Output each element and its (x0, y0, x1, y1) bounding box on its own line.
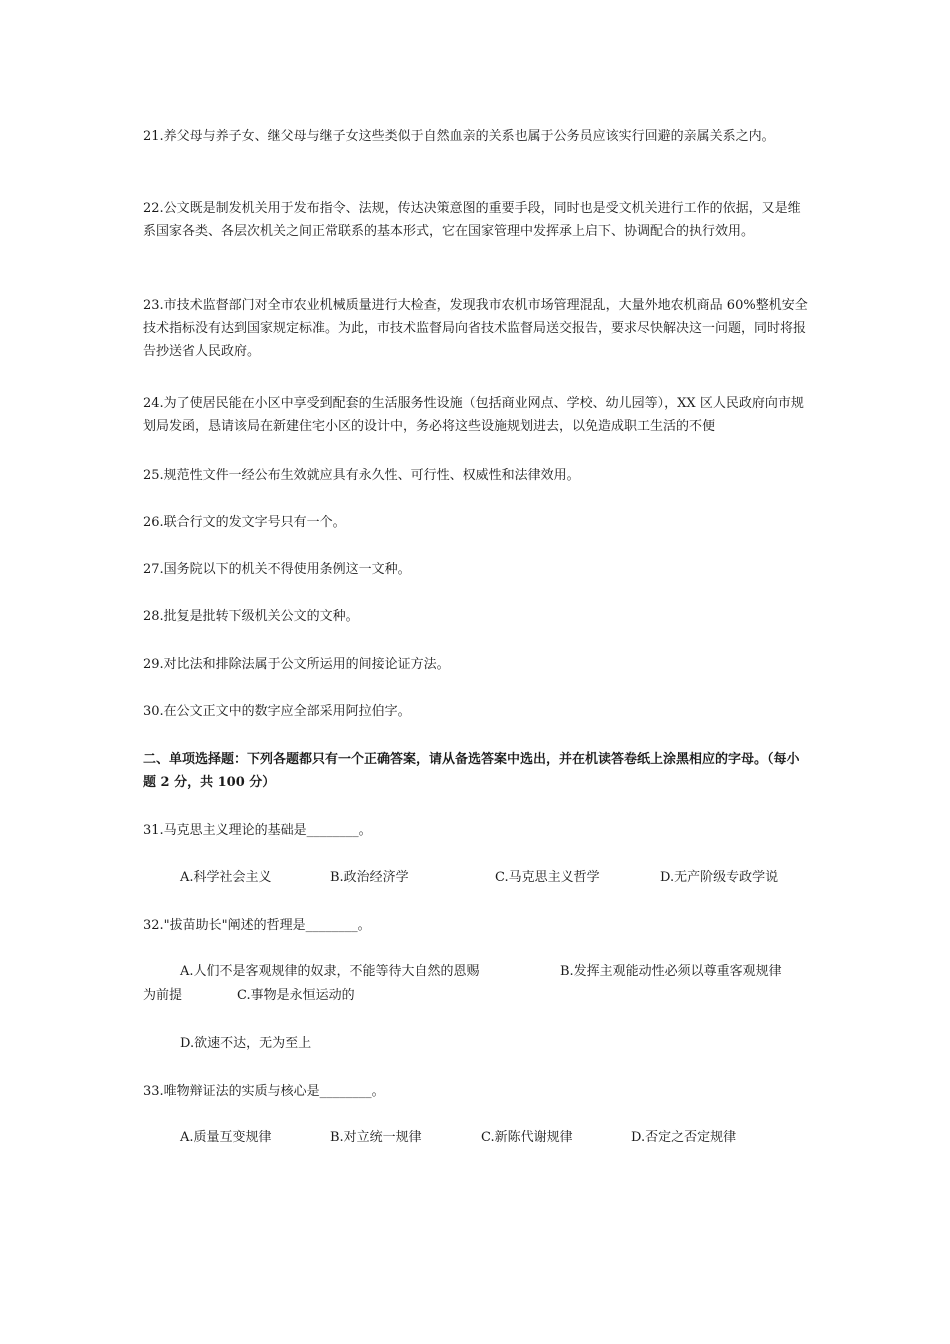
question-31-option-a: A.科学社会主义 (180, 870, 272, 885)
question-31-option-c: C.马克思主义哲学 (495, 870, 600, 885)
question-33-option-a: A.质量互变规律 (180, 1130, 272, 1145)
question-32-option-b-continued: 为前提 (143, 988, 183, 1003)
question-31-stem: 31.马克思主义理论的基础是________。 (143, 823, 372, 838)
question-33-option-c: C.新陈代谢规律 (481, 1130, 573, 1145)
question-26: 26.联合行文的发文字号只有一个。 (143, 515, 346, 530)
question-30: 30.在公文正文中的数字应全部采用阿拉伯字。 (143, 704, 411, 719)
question-32-stem: 32."拔苗助长"阐述的哲理是________。 (143, 918, 371, 933)
question-32-option-b: B.发挥主观能动性必须以尊重客观规律 (560, 964, 782, 979)
question-31-option-b: B.政治经济学 (330, 870, 409, 885)
question-33-option-b: B.对立统一规律 (330, 1130, 422, 1145)
question-32-option-a: A.人们不是客观规律的奴隶，不能等待大自然的恩赐 (180, 964, 480, 979)
question-23: 23.市技术监督部门对全市农业机械质量进行大检查，发现我市农机市场管理混乱，大量外地农机商品 60%整机安全技术指标没有达到国家规定标准。为此，市技术监督局向省技术监督局送交报告，要求尽快解决这一问题，同时将报告抄送省人民政府。 (143, 298, 808, 359)
question-22: 22.公文既是制发机关用于发布指令、法规，传达决策意图的重要手段，同时也是受文机关进行工作的依据，又是维系国家各类、各层次机关之间正常联系的基本形式，它在国家管理中发挥承上启下、协调配合的执行效用。 (143, 201, 801, 239)
question-21: 21.养父母与养子女、继父母与继子女这些类似于自然血亲的关系也属于公务员应该实行回避的亲属关系之内。 (143, 129, 775, 144)
question-32-option-d: D.欲速不达，无为至上 (180, 1036, 312, 1051)
question-27: 27.国务院以下的机关不得使用条例这一文种。 (143, 562, 411, 577)
question-28: 28.批复是批转下级机关公文的文种。 (143, 609, 359, 624)
question-33-stem: 33.唯物辩证法的实质与核心是________。 (143, 1084, 385, 1099)
question-29: 29.对比法和排除法属于公文所运用的间接论证方法。 (143, 657, 450, 672)
question-24: 24.为了使居民能在小区中享受到配套的生活服务性设施（包括商业网点、学校、幼儿园等），XX 区人民政府向市规划局发函，恳请该局在新建住宅小区的设计中，务必将这些设施规划进去，以免造成职工生活的不便 (143, 396, 804, 434)
question-33-option-d: D.否定之否定规律 (631, 1130, 737, 1145)
question-25: 25.规范性文件一经公布生效就应具有永久性、可行性、权威性和法律效用。 (143, 468, 580, 483)
section-heading: 二、单项选择题：下列各题都只有一个正确答案，请从备选答案中选出，并在机读答卷纸上涂黑相应的字母。（每小题 2 分，共 100 分） (143, 752, 800, 790)
question-32-option-c: C.事物是永恒运动的 (237, 988, 355, 1003)
question-31-option-d: D.无产阶级专政学说 (660, 870, 779, 885)
